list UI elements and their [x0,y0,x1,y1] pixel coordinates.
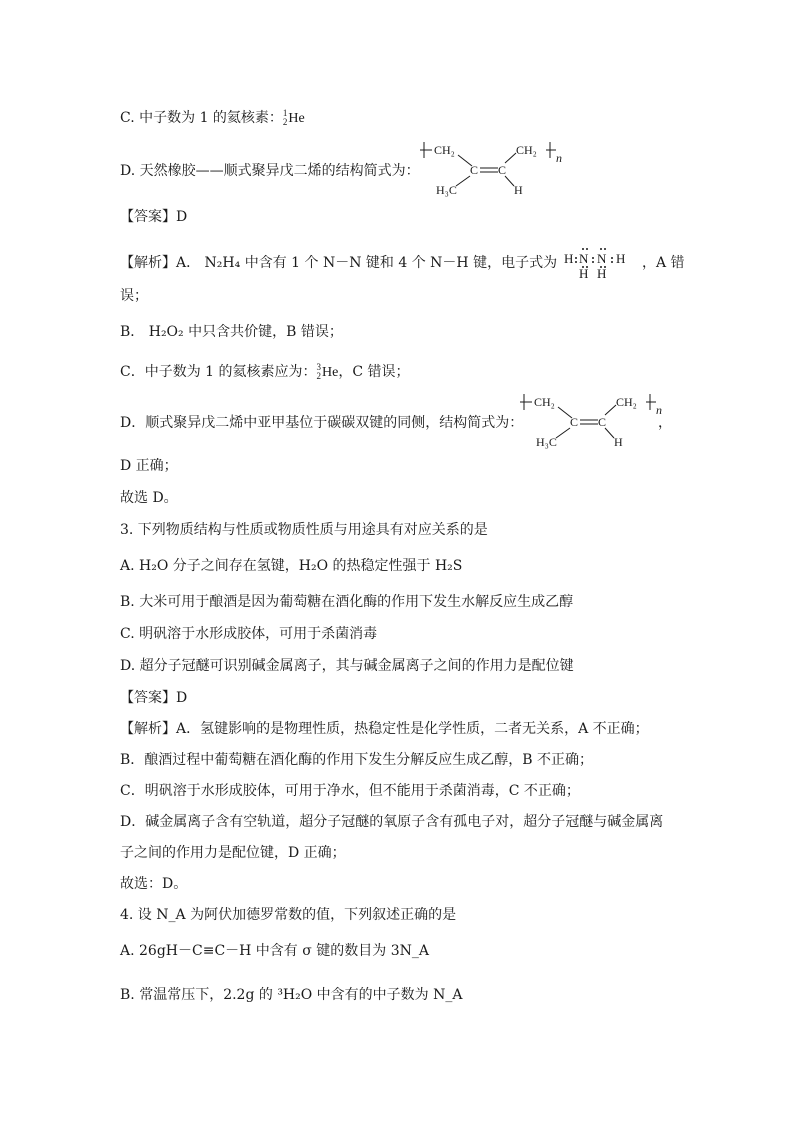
svg-text:C: C [498,163,507,177]
svg-text:H: H [614,435,623,449]
svg-text:n: n [556,151,562,165]
q2-explanation-d: D．顺式聚异戊二烯中亚甲基位于碳碳双键的同侧，结构简式为： [120,415,524,431]
q3-explanation-d-2: 子之间的作用力是配位键，D 正确； [120,845,346,861]
svg-text:H: H [578,266,588,280]
q3-explanation-a: 【解析】A．氢键影响的是物理性质，热稳定性是化学性质，二者无关系，A 不正确； [120,721,649,737]
svg-text:H: H [514,183,523,197]
q3-answer: 【答案】D [120,690,188,706]
q3-explanation-d-1: D．碱金属离子含有空轨道，超分子冠醚的氧原子含有孤电子对，超分子冠醚与碱金属离 [120,814,664,830]
svg-text:C: C [570,415,579,429]
q3-explanation-b: B．酿酒过程中葡萄糖在酒化酶的作用下发生分解反应生成乙醇，B 不正确； [120,752,594,768]
q2-explanation-b: B． H₂O₂ 中只含共价键，B 错误； [120,324,343,340]
svg-text:CH₂: CH₂ [434,143,455,157]
svg-text:CH₂: CH₂ [516,143,537,157]
q2-explanation-d-cont: D 正确； [120,458,178,474]
structure-formula-2 [518,390,668,452]
q3-option-b: B. 大米可用于酿酒是因为葡萄糖在酒化酶的作用下发生水解反应生成乙醇 [120,594,574,610]
svg-text:N: N [578,251,588,266]
svg-text:CH₂: CH₂ [616,395,637,409]
q3-option-d: D. 超分子冠醚可识别碱金属离子，其与碱金属离子之间的作用力是配位键 [120,658,574,674]
q2-explanation-a: 【解析】A． N₂H₄ 中含有 1 个 N－N 键和 4 个 N－H 键，电子式为 H N H N H H ，A 错 [120,246,685,280]
svg-text:H: H [563,251,573,266]
q3-option-c: C. 明矾溶于水形成胶体，可用于杀菌消毒 [120,626,378,642]
svg-text:n: n [656,403,662,417]
structure-formula-1 [418,138,568,200]
svg-text:H₃C: H₃C [536,435,557,449]
svg-text:N: N [596,251,606,266]
q3-option-a: A. H₂O 分子之间存在氢键，H₂O 的热稳定性强于 H₂S [120,558,463,574]
svg-text:H: H [596,266,606,280]
q2-explanation-a-cont: 误； [120,288,148,304]
q3-stem: 3. 下列物质结构与性质或物质性质与用途具有对应关系的是 [120,522,488,538]
svg-text:H₃C: H₃C [436,183,457,197]
svg-text:C: C [470,163,479,177]
q4-stem: 4. 设 N_A 为阿伏加德罗常数的值，下列叙述正确的是 [120,907,457,923]
q3-conclusion: 故选：D。 [120,876,188,892]
svg-text:H: H [615,251,625,266]
q2-explanation-d-comma: ， [658,415,672,431]
q2-answer: 【答案】D [120,209,188,225]
q2-option-d: D. 天然橡胶——顺式聚异戊二烯的结构简式为： [120,163,420,179]
q4-option-b: B. 常温常压下，2.2g 的 ³H₂O 中含有的中子数为 N_A [120,987,463,1003]
helium-isotope-3: 3 2 [316,362,322,381]
q2-explanation-c: C．中子数为 1 的氦核素应为： 3 2 He，C 错误； [120,362,410,381]
helium-isotope-1: 1 2 [282,108,288,127]
q2-option-c-text: C. 中子数为 1 的氦核素： [120,110,283,126]
svg-text:C: C [598,415,607,429]
svg-text:CH₂: CH₂ [534,395,555,409]
n2h4-electron-formula [564,246,636,280]
q3-explanation-c: C．明矾溶于水形成胶体，可用于净水，但不能用于杀菌消毒，C 不正确； [120,783,580,799]
q4-option-a: A. 26gH－C≡C－H 中含有 σ 键的数目为 3N_A [120,943,429,959]
q2-conclusion: 故选 D。 [120,490,178,506]
q2-option-c: C. 中子数为 1 的氦核素： 1 2 He [120,108,305,127]
